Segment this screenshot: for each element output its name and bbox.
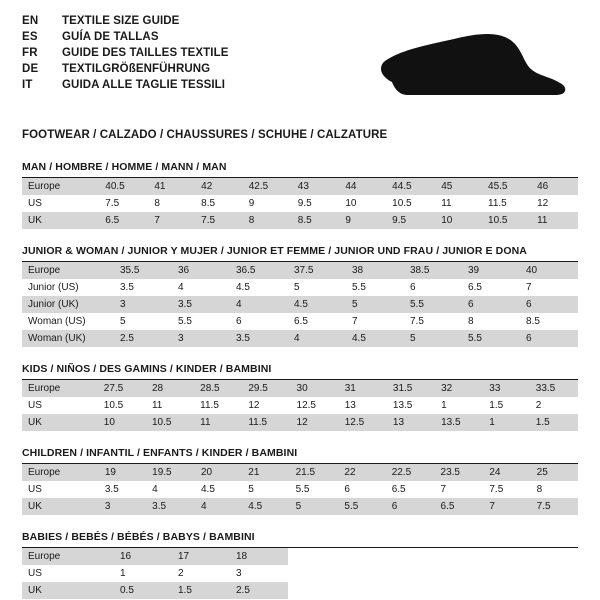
- size-block-babies: [22, 531, 578, 599]
- block-title: JUNIOR & WOMAN / JUNIOR Y MUJER / JUNIOR ET FEMME / JUNIOR UND FRAU / JUNIOR E DONA: [22, 245, 527, 257]
- size-cell: 3: [99, 498, 146, 515]
- size-block-man: [22, 161, 578, 229]
- size-cell: 3: [114, 296, 172, 313]
- dress-shoe-icon: [378, 30, 568, 100]
- row-label: US: [28, 484, 42, 495]
- size-cell: 35.5: [114, 262, 172, 279]
- size-cell: 9.5: [297, 198, 312, 209]
- size-cell: 5: [294, 282, 300, 293]
- block-title: CHILDREN / INFANTIL / ENFANTS / KINDER / BAMBINI: [22, 447, 298, 459]
- size-cell: 3: [236, 568, 242, 579]
- size-cell: 8: [468, 316, 474, 327]
- size-cell: 4.5: [346, 330, 404, 347]
- size-cell: 6: [386, 498, 435, 515]
- size-cell: 10: [98, 414, 146, 431]
- table-row: [22, 262, 578, 279]
- size-cell: 11.5: [488, 198, 507, 209]
- size-cell: 8.5: [201, 198, 216, 209]
- size-cell: 37.5: [288, 262, 346, 279]
- size-cell: 16: [114, 548, 172, 565]
- size-cell: 6.5: [99, 212, 148, 229]
- size-cell: 4.5: [236, 282, 250, 293]
- size-table-body: [22, 464, 578, 515]
- size-cell: 4: [230, 296, 288, 313]
- language-row: [22, 16, 229, 32]
- size-cell: 33: [483, 380, 530, 397]
- size-table-body: [22, 262, 578, 347]
- language-title-body: [22, 16, 229, 96]
- size-cell: 27.5: [98, 380, 146, 397]
- language-row: [22, 64, 229, 80]
- size-cell: 1.5: [489, 400, 504, 411]
- table-row: [22, 565, 288, 582]
- size-cell: 12: [248, 400, 260, 411]
- size-cell: 9: [339, 212, 386, 229]
- size-cell: 24: [483, 464, 530, 481]
- row-label: Junior (UK): [22, 296, 114, 313]
- size-cell: 6: [520, 330, 578, 347]
- size-cell: 7.5: [195, 212, 243, 229]
- table-row: [22, 481, 578, 498]
- size-cell: 5: [290, 498, 339, 515]
- size-cell: 12.5: [296, 400, 316, 411]
- size-cell: 36.5: [230, 262, 288, 279]
- size-cell: 12: [537, 198, 549, 209]
- size-cell: 21.5: [290, 464, 339, 481]
- block-title: BABIES / BEBÉS / BÉBÉS / BABYS / BAMBINI: [22, 531, 255, 543]
- size-cell: 17: [172, 548, 230, 565]
- table-row: [22, 548, 288, 565]
- size-cell: 5: [346, 296, 404, 313]
- size-cell: 45: [435, 178, 482, 195]
- size-cell: 2: [535, 400, 542, 411]
- size-cell: 13: [344, 400, 356, 411]
- size-cell: 25: [531, 464, 578, 481]
- row-label: UK: [22, 212, 99, 229]
- size-cell: 5.5: [295, 484, 310, 495]
- size-cell: 7.5: [489, 484, 504, 495]
- category-title: FOOTWEAR / CALZADO / CHAUSSURES / SCHUHE / CALZATURE: [22, 129, 388, 141]
- size-cell: 10: [435, 212, 482, 229]
- size-cell: 46: [531, 178, 578, 195]
- page-header: [22, 16, 578, 115]
- row-label: US: [28, 568, 42, 579]
- size-cell: 3.5: [104, 484, 119, 495]
- size-cell: 1: [120, 568, 126, 579]
- size-table-babies: [22, 548, 288, 599]
- table-row: [22, 582, 288, 599]
- size-cell: 5.5: [462, 330, 520, 347]
- row-label: US: [28, 198, 42, 209]
- row-label: Europe: [22, 548, 114, 565]
- language-code: FR: [22, 47, 38, 59]
- size-table-children: [22, 464, 578, 515]
- size-cell: 3.5: [146, 498, 195, 515]
- size-cell: 7: [148, 212, 195, 229]
- size-cell: 44: [339, 178, 386, 195]
- size-block-junior-woman: [22, 245, 578, 347]
- size-cell: 10: [345, 198, 357, 209]
- size-cell: 1.5: [172, 582, 230, 599]
- size-cell: 32: [435, 380, 483, 397]
- size-cell: 5: [120, 316, 126, 327]
- size-cell: 11.5: [200, 400, 219, 411]
- size-cell: 11: [194, 414, 242, 431]
- size-cell: 1: [441, 400, 447, 411]
- table-row: [22, 498, 578, 515]
- size-cell: 1.5: [530, 414, 578, 431]
- size-cell: 10.5: [482, 212, 531, 229]
- block-title: KIDS / NIÑOS / DES GAMINS / KINDER / BAMBINI: [22, 363, 272, 375]
- size-cell: 4: [152, 484, 158, 495]
- row-label: UK: [22, 498, 99, 515]
- size-cell: 6.5: [294, 316, 308, 327]
- language-title: GUIDA ALLE TAGLIE TESSILI: [62, 79, 226, 91]
- size-cell: 8: [154, 198, 160, 209]
- size-cell: 13: [387, 414, 435, 431]
- size-block-children: [22, 447, 578, 515]
- size-table-junior-woman: [22, 262, 578, 347]
- size-cell: 3.5: [230, 330, 288, 347]
- size-cell: 8.5: [526, 316, 540, 327]
- size-cell: 6.5: [391, 484, 406, 495]
- size-cell: 28: [146, 380, 194, 397]
- size-cell: 4.5: [242, 498, 289, 515]
- size-cell: 30: [291, 380, 339, 397]
- language-row: [22, 80, 229, 96]
- size-cell: 31.5: [387, 380, 435, 397]
- table-row: [22, 195, 578, 212]
- size-cell: 23.5: [435, 464, 484, 481]
- size-cell: 3: [172, 330, 230, 347]
- size-table-body: [22, 380, 578, 431]
- size-cell: 7: [526, 282, 532, 293]
- size-cell: 28.5: [194, 380, 242, 397]
- row-label: UK: [22, 582, 114, 599]
- size-cell: 7: [352, 316, 358, 327]
- size-cell: 6.5: [468, 282, 482, 293]
- size-cell: 2: [178, 568, 184, 579]
- size-cell: 5.5: [352, 282, 366, 293]
- size-table-man: [22, 178, 578, 229]
- size-table-body: [22, 178, 578, 229]
- size-cell: 6: [344, 484, 350, 495]
- size-table-kids: [22, 380, 578, 431]
- size-cell: 3.5: [172, 296, 230, 313]
- row-label: Woman (US): [28, 316, 86, 327]
- size-cell: 19: [99, 464, 146, 481]
- size-cell: 11: [151, 400, 163, 411]
- size-cell: 4.5: [288, 296, 346, 313]
- size-cell: 6.5: [435, 498, 484, 515]
- table-row: [22, 313, 578, 330]
- shoe-illustration: [368, 30, 568, 115]
- size-cell: 22: [338, 464, 385, 481]
- size-cell: 0.5: [114, 582, 172, 599]
- row-label: Europe: [22, 178, 99, 195]
- size-cell: 41: [148, 178, 195, 195]
- size-cell: 8: [243, 212, 292, 229]
- language-title-table: [22, 16, 229, 96]
- table-row: [22, 296, 578, 313]
- size-cell: 38: [346, 262, 404, 279]
- language-code: DE: [22, 63, 39, 75]
- size-cell: 7.5: [531, 498, 578, 515]
- size-cell: 6: [236, 316, 242, 327]
- row-label: Woman (UK): [22, 330, 114, 347]
- table-row: [22, 380, 578, 397]
- language-code: ES: [22, 31, 38, 43]
- language-code: IT: [22, 79, 33, 91]
- size-cell: 7: [483, 498, 530, 515]
- row-label: US: [28, 400, 42, 411]
- size-cell: 13.5: [392, 400, 413, 411]
- size-cell: 5.5: [178, 316, 192, 327]
- size-cell: 4: [178, 282, 184, 293]
- language-row: [22, 32, 229, 48]
- size-cell: 8: [536, 484, 543, 495]
- size-cell: 22.5: [386, 464, 435, 481]
- size-cell: 42: [195, 178, 243, 195]
- size-cell: 5.5: [338, 498, 385, 515]
- size-cell: 40.5: [99, 178, 148, 195]
- size-cell: 12: [291, 414, 339, 431]
- size-cell: 11.5: [242, 414, 290, 431]
- size-cell: 5.5: [404, 296, 462, 313]
- size-cell: 20: [195, 464, 242, 481]
- size-cell: 9.5: [386, 212, 435, 229]
- size-cell: 5: [404, 330, 462, 347]
- language-title: TEXTILE SIZE GUIDE: [62, 15, 180, 27]
- size-cell: 6: [520, 296, 578, 313]
- size-cell: 4.5: [201, 484, 215, 495]
- size-cell: 5: [248, 484, 254, 495]
- table-row: [22, 330, 578, 347]
- size-cell: 31: [339, 380, 387, 397]
- size-cell: 29.5: [242, 380, 290, 397]
- size-cell: 6: [410, 282, 416, 293]
- size-cell: 8.5: [292, 212, 340, 229]
- table-row: [22, 212, 578, 229]
- row-label: Europe: [22, 380, 98, 397]
- row-label: Junior (US): [28, 282, 79, 293]
- size-cell: 19.5: [146, 464, 195, 481]
- size-cell: 10.5: [392, 198, 412, 209]
- table-row: [22, 279, 578, 296]
- size-table-body: [22, 548, 288, 599]
- table-row: [22, 464, 578, 481]
- size-cell: 42.5: [243, 178, 292, 195]
- size-cell: 39: [462, 262, 520, 279]
- size-cell: 11: [531, 212, 578, 229]
- size-cell: 7: [440, 484, 447, 495]
- size-cell: 2.5: [230, 582, 288, 599]
- size-cell: 36: [172, 262, 230, 279]
- language-code: EN: [22, 15, 39, 27]
- size-cell: 40: [520, 262, 578, 279]
- size-block-kids: [22, 363, 578, 431]
- table-row: [22, 178, 578, 195]
- size-cell: 43: [292, 178, 340, 195]
- language-row: [22, 48, 229, 64]
- size-cell: 11: [441, 198, 452, 209]
- size-cell: 6: [462, 296, 520, 313]
- size-cell: 33.5: [530, 380, 578, 397]
- block-title: MAN / HOMBRE / HOMME / MANN / MAN: [22, 161, 227, 173]
- language-title: GUÍA DE TALLAS: [62, 31, 159, 43]
- size-cell: 3.5: [120, 282, 134, 293]
- size-cell: 1: [483, 414, 530, 431]
- size-cell: 7.5: [410, 316, 424, 327]
- size-cell: 21: [242, 464, 289, 481]
- language-title: GUIDE DES TAILLES TEXTILE: [62, 47, 229, 59]
- size-cell: 38.5: [404, 262, 462, 279]
- row-label: Europe: [22, 262, 114, 279]
- language-title: TEXTILGRÖßENFÜHRUNG: [62, 63, 211, 75]
- size-cell: 4: [195, 498, 242, 515]
- size-cell: 2.5: [114, 330, 172, 347]
- size-cell: 4: [288, 330, 346, 347]
- size-cell: 7.5: [105, 198, 120, 209]
- table-row: [22, 414, 578, 431]
- size-cell: 10.5: [146, 414, 194, 431]
- size-cell: 10.5: [103, 400, 124, 411]
- row-label: Europe: [22, 464, 99, 481]
- size-cell: 18: [230, 548, 288, 565]
- table-row: [22, 397, 578, 414]
- size-cell: 45.5: [482, 178, 531, 195]
- size-cell: 9: [248, 198, 255, 209]
- row-label: UK: [22, 414, 98, 431]
- size-cell: 44.5: [386, 178, 435, 195]
- size-cell: 12.5: [339, 414, 387, 431]
- size-cell: 13.5: [435, 414, 483, 431]
